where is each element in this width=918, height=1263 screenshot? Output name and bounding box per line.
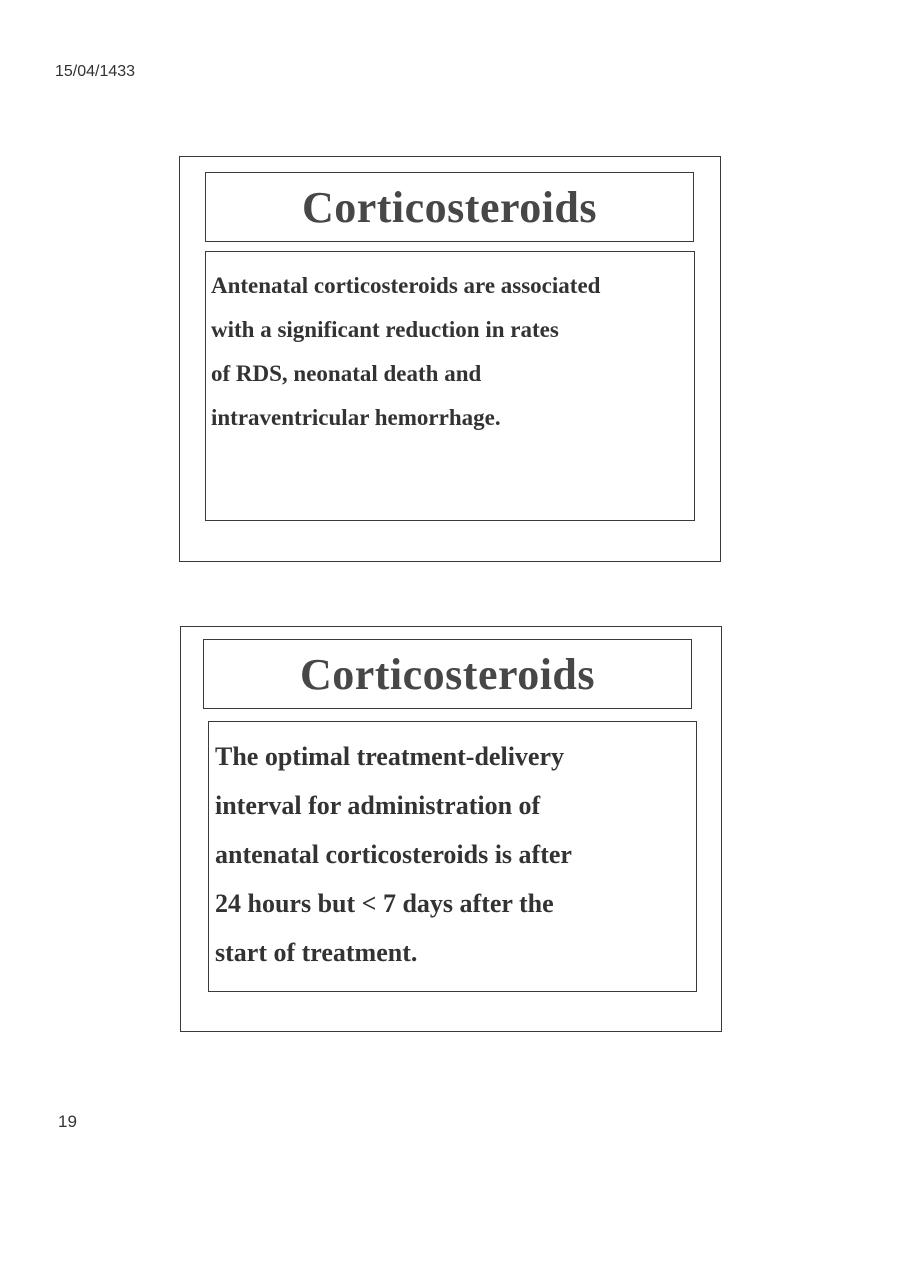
- slide-title-box: [203, 639, 692, 709]
- slide-body-line: 24 hours but < 7 days after the: [215, 889, 554, 918]
- slide-2: [180, 626, 722, 1032]
- slide-body-line: of RDS, neonatal death and: [211, 361, 482, 386]
- slide-body-line: The optimal treatment-delivery: [215, 742, 564, 771]
- slide-body-box: [208, 721, 697, 992]
- page-date: 15/04/1433: [55, 63, 136, 80]
- slide-body-line: antenatal corticosteroids is after: [215, 840, 572, 869]
- slide-1: [179, 156, 721, 562]
- slide-title-box: [205, 172, 694, 242]
- slide-body-box: [205, 251, 695, 521]
- slide-title: Corticosteroids: [299, 649, 596, 699]
- slide-title: Corticosteroids: [301, 182, 598, 232]
- slide-body-line: intraventricular hemorrhage.: [211, 405, 501, 430]
- slide-body-line: interval for administration of: [215, 791, 541, 820]
- slide-body-line: with a significant reduction in rates: [211, 317, 559, 342]
- slide-body-line: start of treatment.: [215, 938, 418, 967]
- page-number: 19: [58, 1112, 77, 1131]
- slide-body-line: Antenatal corticosteroids are associated: [211, 273, 601, 298]
